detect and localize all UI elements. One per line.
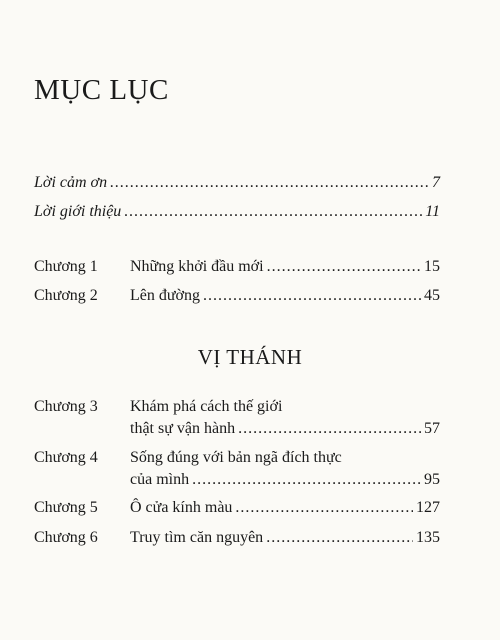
dot-leader — [267, 256, 421, 278]
section-title: VỊ THÁNH — [197, 345, 303, 369]
chapter-number: Chương 1 — [34, 258, 98, 275]
toc-entry-chapter-5[interactable] — [34, 497, 440, 519]
chapter-page: 57 — [424, 420, 440, 437]
toc-entry-label: Lời cảm ơn — [34, 174, 108, 191]
page-title: MỤC LỤC — [34, 74, 169, 106]
toc-entry-chapter-1[interactable] — [34, 256, 440, 278]
toc-entry-acknowledgements[interactable] — [34, 174, 440, 192]
chapter-title: Những khởi đầu mới — [130, 258, 264, 275]
chapter-number: Chương 6 — [34, 529, 98, 546]
toc-entry-page: 11 — [425, 203, 440, 220]
dot-leader — [238, 418, 421, 440]
toc-entry-chapter-3[interactable] — [34, 396, 440, 440]
chapter-title-line1: Khám phá cách thế giới — [130, 398, 283, 415]
dot-leader — [266, 527, 413, 549]
toc-entry-chapter-2[interactable] — [34, 285, 440, 307]
chapter-title: Lên đường — [130, 287, 201, 304]
chapter-title: Truy tìm căn nguyên — [130, 529, 264, 546]
toc-entry-chapter-4[interactable] — [34, 447, 440, 491]
dot-leader — [203, 285, 421, 307]
toc-entry-label: Lời giới thiệu — [34, 203, 122, 220]
toc-entry-introduction[interactable] — [34, 203, 440, 221]
toc-entry-page: 7 — [432, 174, 440, 191]
dot-leader — [235, 497, 413, 519]
chapter-page: 15 — [424, 258, 440, 275]
dot-leader — [124, 203, 422, 221]
chapter-page: 45 — [424, 287, 440, 304]
chapter-title: Ô cửa kính màu — [130, 499, 233, 516]
chapter-number: Chương 2 — [34, 287, 98, 304]
dot-leader — [192, 469, 421, 491]
chapter-title-line1: Sống đúng với bản ngã đích thực — [130, 449, 342, 466]
chapter-number: Chương 4 — [34, 449, 98, 466]
chapter-page: 95 — [424, 471, 440, 488]
chapter-page: 135 — [416, 529, 440, 546]
chapter-title-line2: của mình — [130, 471, 190, 488]
chapter-page: 127 — [416, 499, 440, 516]
chapter-title-line2: thật sự vận hành — [130, 420, 236, 437]
toc-entry-chapter-6[interactable] — [34, 527, 440, 549]
chapter-number: Chương 3 — [34, 398, 98, 415]
dot-leader — [110, 174, 429, 192]
chapter-number: Chương 5 — [34, 499, 98, 516]
